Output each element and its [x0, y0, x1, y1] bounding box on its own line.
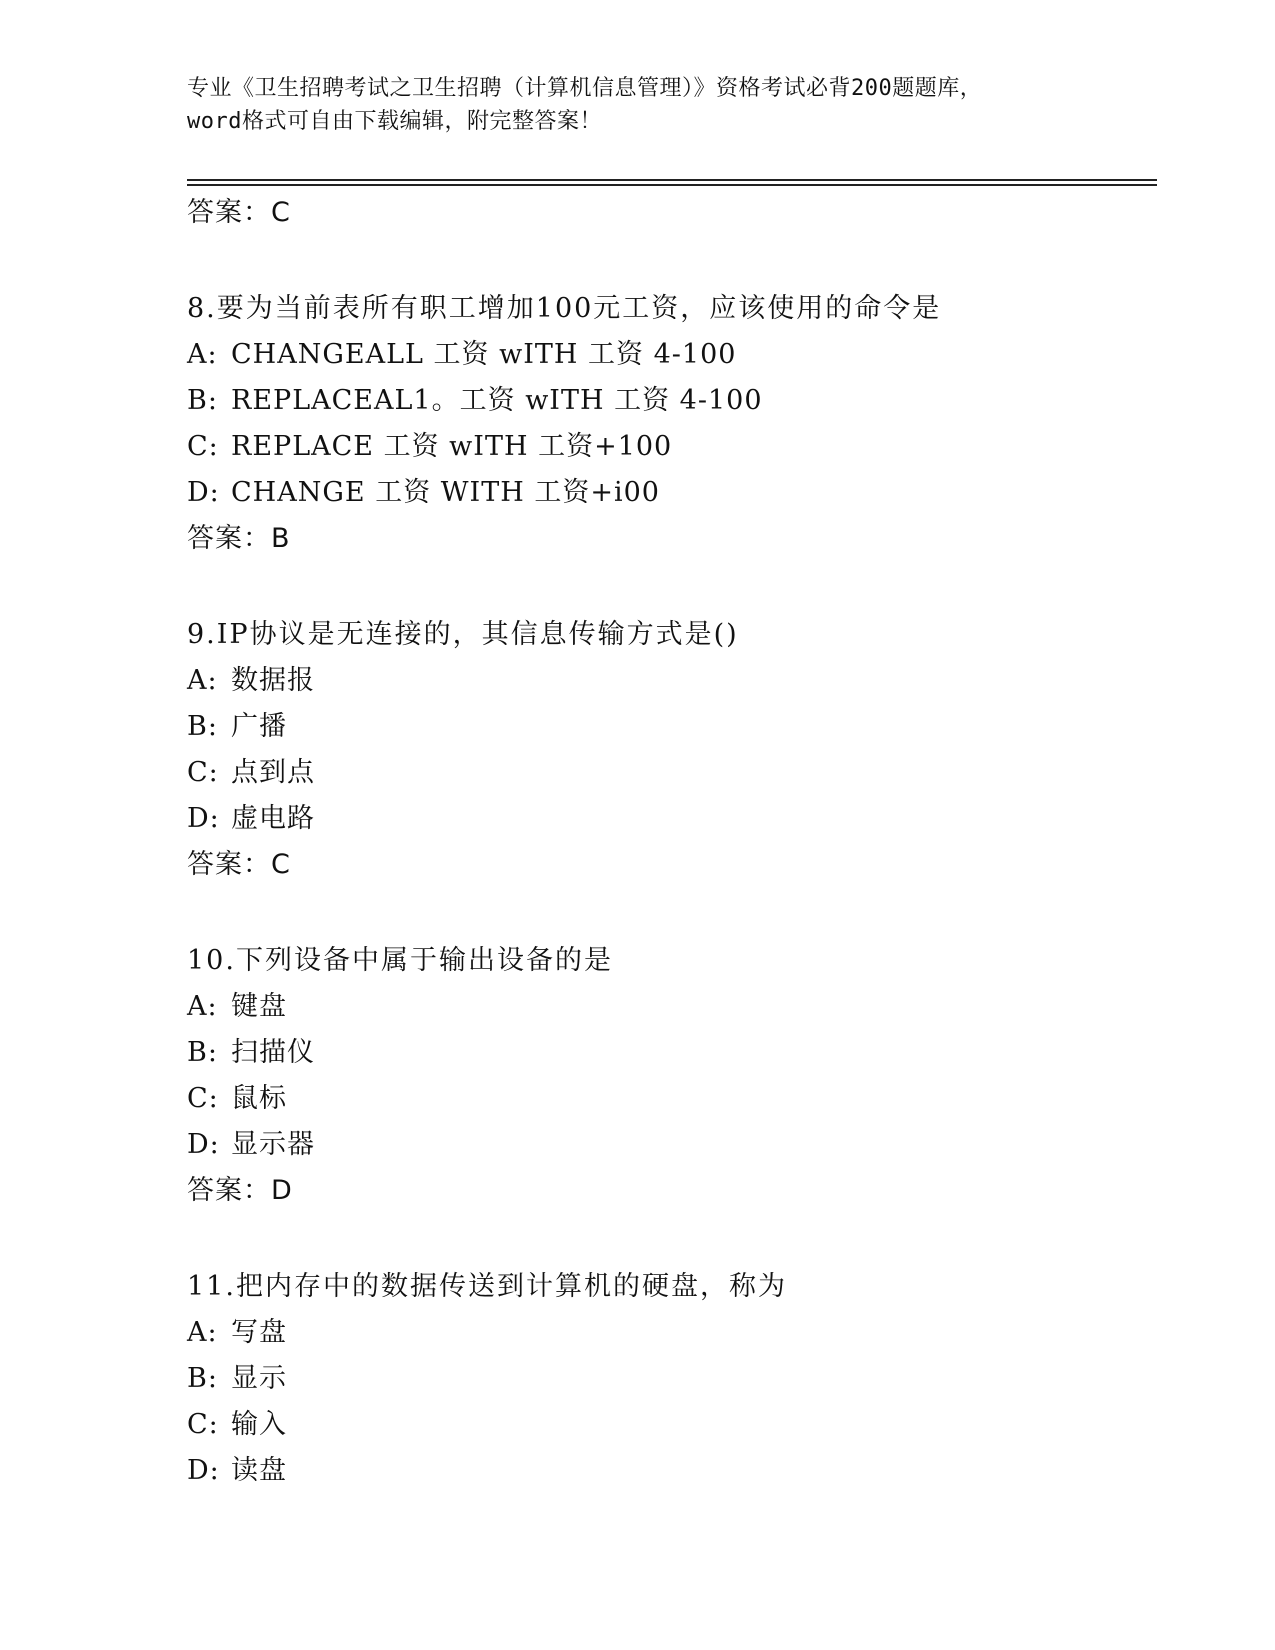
option-c	[187, 1402, 1147, 1448]
option-d	[187, 796, 1147, 842]
option-text: 点到点	[231, 757, 315, 788]
option-b	[187, 378, 1147, 424]
question-text: 11.把内存中的数据传送到计算机的硬盘，称为	[187, 1271, 787, 1302]
option-label: A:	[187, 991, 218, 1022]
option-text: 扫描仪	[231, 1037, 315, 1068]
question-list	[187, 190, 1147, 1494]
option-a	[187, 658, 1147, 704]
option-d	[187, 470, 1147, 516]
answer-line: 答案：C	[187, 197, 291, 228]
question-9	[187, 612, 1147, 888]
option-text: 显示	[231, 1363, 287, 1394]
option-label: C:	[187, 1083, 219, 1114]
option-text: 广播	[231, 711, 287, 742]
header-divider-top	[187, 179, 1157, 181]
option-a	[187, 332, 1147, 378]
option-label: D:	[187, 1455, 220, 1486]
option-label: A:	[187, 1317, 218, 1348]
option-label: D:	[187, 477, 220, 508]
question-11	[187, 1264, 1147, 1494]
option-b	[187, 704, 1147, 750]
option-a	[187, 984, 1147, 1030]
answer-line: 答案：D	[187, 1175, 293, 1206]
option-text: 显示器	[231, 1129, 315, 1160]
option-text: REPLACEAL1。工资 wITH 工资 4-100	[231, 385, 763, 416]
header-title-line-2: word格式可自由下载编辑，附完整答案！	[187, 109, 602, 134]
option-text: 鼠标	[231, 1083, 287, 1114]
option-label: B:	[187, 385, 218, 416]
option-label: D:	[187, 803, 220, 834]
option-text: 数据报	[231, 665, 315, 696]
option-label: B:	[187, 711, 218, 742]
option-label: A:	[187, 665, 218, 696]
option-a	[187, 1310, 1147, 1356]
option-label: D:	[187, 1129, 220, 1160]
option-label: C:	[187, 431, 219, 462]
option-label: B:	[187, 1363, 218, 1394]
option-text: 虚电路	[231, 803, 315, 834]
header-title-line-1: 专业《卫生招聘考试之卫生招聘（计算机信息管理）》资格考试必背200题题库，	[187, 76, 983, 101]
question-text: 10.下列设备中属于输出设备的是	[187, 945, 613, 976]
answer-line: 答案：C	[187, 849, 291, 880]
option-text: 写盘	[231, 1317, 287, 1348]
question-8	[187, 286, 1147, 562]
question-10	[187, 938, 1147, 1214]
option-text: 键盘	[231, 991, 287, 1022]
option-text: CHANGEALL 工资 wITH 工资 4-100	[231, 339, 737, 370]
document-header	[187, 72, 1087, 138]
header-divider-bottom	[187, 184, 1157, 186]
option-b	[187, 1356, 1147, 1402]
option-label: C:	[187, 1409, 219, 1440]
option-text: CHANGE 工资 WITH 工资+i00	[231, 477, 660, 508]
option-text: 输入	[231, 1409, 287, 1440]
option-label: B:	[187, 1037, 218, 1068]
option-b	[187, 1030, 1147, 1076]
option-text: REPLACE 工资 wITH 工资+100	[231, 431, 673, 462]
question-text: 9.IP协议是无连接的，其信息传输方式是()	[187, 619, 739, 650]
option-c	[187, 424, 1147, 470]
option-text: 读盘	[231, 1455, 287, 1486]
option-label: C:	[187, 757, 219, 788]
question-text: 8.要为当前表所有职工增加100元工资，应该使用的命令是	[187, 293, 942, 324]
option-c	[187, 1076, 1147, 1122]
option-label: A:	[187, 339, 218, 370]
option-c	[187, 750, 1147, 796]
option-d	[187, 1448, 1147, 1494]
answer-line: 答案：B	[187, 523, 291, 554]
option-d	[187, 1122, 1147, 1168]
